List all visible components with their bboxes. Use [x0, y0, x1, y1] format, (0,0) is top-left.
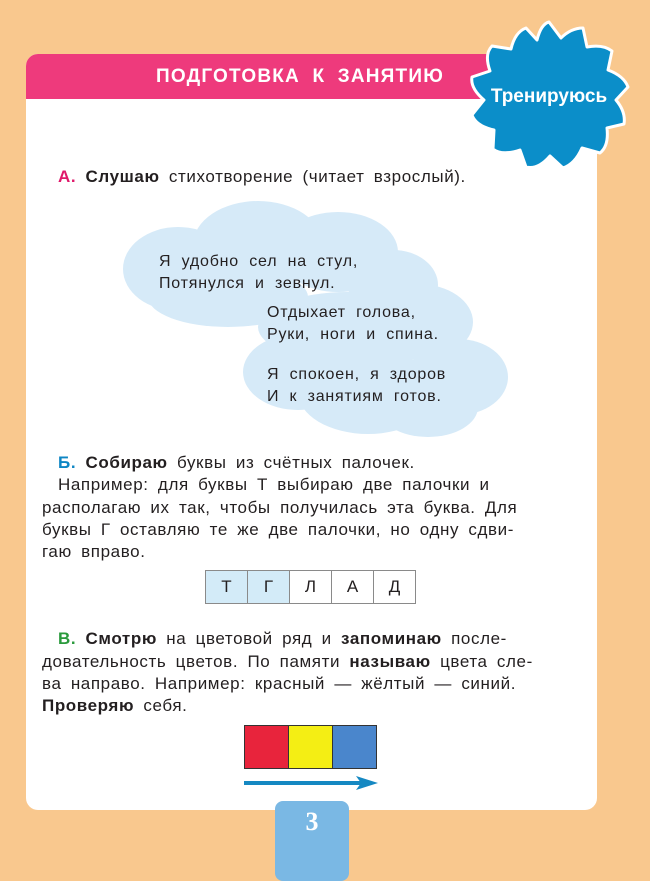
swatch-yellow [289, 726, 333, 768]
poem-line: Потянулся и зевнул. [159, 275, 336, 292]
section-b-line: буквы Г оставляю те же две палочки, но одну сдви- [42, 520, 514, 539]
badge-label: Тренируюсь [490, 86, 608, 107]
letter-cell: Л [290, 571, 332, 603]
section-c-text: цвета сле- [440, 652, 533, 671]
section-b-text: буквы из счётных палочек. [176, 453, 415, 472]
poem-line: Я спокоен, я здоров [267, 366, 447, 383]
poem-line: Руки, ноги и спина. [267, 326, 439, 343]
section-c-verb: запоминаю [341, 629, 442, 648]
section-a-letter: А. [58, 167, 77, 186]
section-b-line: Например: для буквы Т выбираю две палочки и [58, 475, 490, 494]
section-b-instruction [58, 452, 415, 475]
poem-line: Я удобно сел на стул, [159, 253, 359, 270]
page-title: ПОДГОТОВКА К ЗАНЯТИЮ [156, 66, 444, 87]
arrow-right-icon [244, 776, 378, 790]
section-c-verb: называю [349, 652, 431, 671]
section-b-line: располагаю их так, чтобы получилась эта буква. Для [42, 498, 518, 517]
swatch-blue [333, 726, 376, 768]
section-c-line-3: ва направо. Например: красный — жёлтый — синий. [42, 674, 517, 693]
section-b-letter: Б. [58, 453, 77, 472]
section-c-text: на цветовой ряд и [166, 629, 332, 648]
poem-stanza-2 [267, 302, 439, 346]
letter-cell: А [332, 571, 374, 603]
page-number: 3 [305, 807, 319, 836]
section-c-text: себя. [143, 696, 188, 715]
letter-cell: Г [248, 571, 290, 603]
section-c-text: довательность цветов. По памяти [42, 652, 341, 671]
section-c-verb: Проверяю [42, 696, 135, 715]
section-c-line-2 [42, 651, 533, 674]
section-c-letter: В. [58, 629, 77, 648]
page-number-tab [275, 801, 349, 881]
poem-stanza-1 [159, 251, 358, 295]
color-sequence [244, 725, 377, 769]
section-c-line-1 [58, 628, 507, 651]
section-c-verb: Смотрю [85, 629, 157, 648]
letter-strip [205, 570, 416, 604]
section-a-verb: Слушаю [85, 167, 160, 186]
section-c-text: после- [451, 629, 507, 648]
poem-stanza-3 [267, 364, 446, 408]
letter-cell: Т [206, 571, 248, 603]
swatch-red [245, 726, 289, 768]
section-c-line-4 [42, 695, 187, 718]
section-b-line: гаю вправо. [42, 542, 146, 561]
poem-line: И к занятиям готов. [267, 388, 442, 405]
section-b-verb: Собираю [85, 453, 168, 472]
section-a-instruction [58, 166, 466, 189]
section-a-text: стихотворение (читает взрослый). [168, 167, 466, 186]
poem-line: Отдыхает голова, [267, 304, 416, 321]
section-badge [466, 20, 632, 172]
letter-cell: Д [374, 571, 415, 603]
